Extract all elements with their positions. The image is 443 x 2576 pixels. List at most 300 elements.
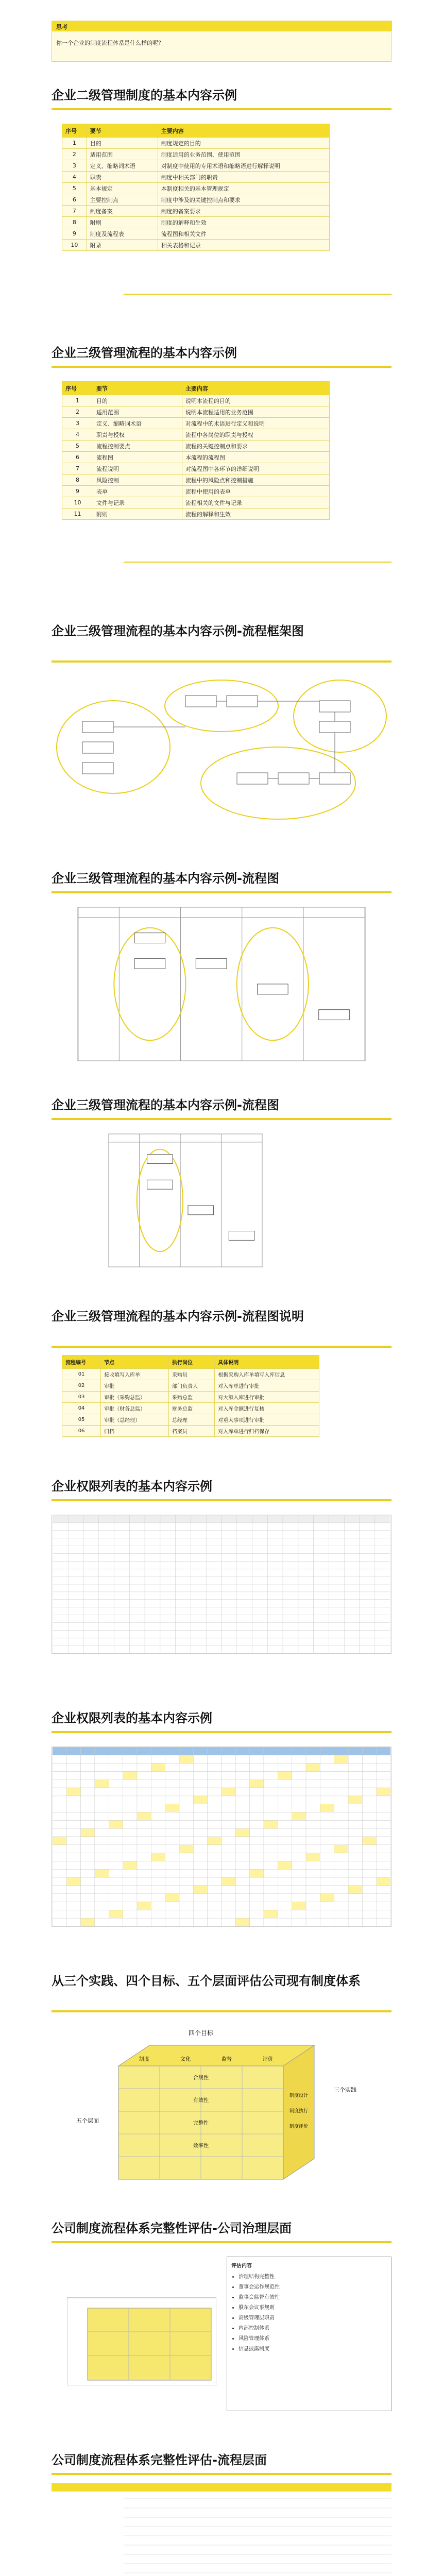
grid-cell	[264, 1910, 278, 1918]
grid-cell	[222, 1615, 237, 1623]
grid-cell	[360, 1515, 375, 1523]
grid-cell	[278, 1861, 292, 1869]
grid-cell	[123, 1869, 137, 1877]
grid-cell	[329, 1607, 344, 1615]
grid-cell	[99, 1538, 114, 1546]
grid-cell	[145, 1584, 160, 1592]
table-cell: 3	[62, 160, 87, 172]
grid-cell	[264, 1796, 278, 1804]
grid-cell	[237, 1607, 252, 1615]
grid-cell	[264, 1869, 278, 1877]
grid-cell	[362, 1902, 376, 1910]
grid-cell	[179, 1828, 193, 1837]
grid-cell	[68, 1531, 83, 1538]
grid-cell	[377, 1780, 390, 1788]
grid-cell	[95, 1845, 109, 1853]
grid-cell	[222, 1569, 237, 1577]
grid-cell	[145, 1523, 160, 1531]
grid-cell	[81, 1788, 95, 1796]
grid-cell	[151, 1828, 165, 1837]
grid-cell	[208, 1747, 222, 1755]
grid-cell	[109, 1804, 123, 1812]
grid-cell	[99, 1607, 114, 1615]
grid-cell	[137, 1812, 151, 1821]
table-cell: 02	[62, 1380, 101, 1392]
grid-cell	[109, 1886, 123, 1894]
table-cell: 适用范围	[93, 406, 182, 418]
table-header-bar	[52, 2483, 391, 2492]
grid-cell	[83, 1569, 99, 1577]
grid-cell	[329, 1600, 344, 1607]
grid-cell	[129, 1615, 145, 1623]
grid-cell	[329, 1561, 344, 1569]
grid-cell	[179, 1902, 193, 1910]
grid-cell	[222, 1918, 235, 1926]
grid-cell	[252, 1546, 268, 1554]
grid-cell	[292, 1861, 306, 1869]
grid-cell	[68, 1584, 83, 1592]
grid-cell	[278, 1869, 292, 1877]
grid-cell	[137, 1853, 151, 1861]
grid-cell	[329, 1630, 344, 1638]
grid-cell	[151, 1902, 165, 1910]
section-governance-level	[0, 2210, 443, 2442]
grid-cell	[206, 1622, 222, 1630]
grid-cell	[53, 1820, 66, 1828]
grid-cell	[306, 1771, 320, 1780]
grid-cell	[129, 1561, 145, 1569]
grid-cell	[68, 1592, 83, 1600]
grid-cell	[151, 1804, 165, 1812]
grid-cell	[344, 1638, 360, 1646]
grid-cell	[160, 1592, 176, 1600]
grid-cell	[129, 1584, 145, 1592]
grid-cell	[123, 1788, 137, 1796]
table-header: 序号	[62, 124, 87, 138]
grid-cell	[66, 1828, 80, 1837]
grid-cell	[360, 1546, 375, 1554]
grid-cell	[329, 1577, 344, 1584]
grid-cell	[320, 1796, 334, 1804]
grid-cell	[99, 1600, 114, 1607]
grid-cell	[83, 1523, 99, 1531]
grid-cell	[362, 1780, 376, 1788]
grid-cell	[314, 1546, 329, 1554]
section-title: 企业三级管理流程的基本内容示例-流程图	[52, 871, 279, 886]
grid-cell	[53, 1764, 66, 1772]
grid-cell	[151, 1845, 165, 1853]
table-cell: 05	[62, 1414, 101, 1426]
grid-cell	[344, 1600, 360, 1607]
grid-cell	[95, 1828, 109, 1837]
grid-cell	[53, 1747, 66, 1755]
grid-cell	[83, 1584, 99, 1592]
grid-cell	[208, 1918, 222, 1926]
grid-cell	[165, 1771, 179, 1780]
table-cell: 档案员	[168, 1426, 214, 1437]
grid-cell	[283, 1538, 298, 1546]
grid-cell	[68, 1622, 83, 1630]
grid-cell	[53, 1910, 66, 1918]
grid-cell	[344, 1561, 360, 1569]
grid-cell	[252, 1538, 268, 1546]
grid-cell	[68, 1646, 83, 1653]
section-3rd-level-process	[0, 335, 443, 613]
grid-cell	[123, 1894, 137, 1902]
grid-cell	[344, 1531, 360, 1538]
grid-cell	[129, 1577, 145, 1584]
grid-cell	[362, 1861, 376, 1869]
table-cell: 4	[62, 172, 87, 183]
table-row	[62, 240, 330, 251]
cube-front-row: 合规性	[193, 2075, 209, 2081]
grid-cell	[123, 1820, 137, 1828]
grid-cell	[264, 1788, 278, 1796]
grid-cell	[222, 1584, 237, 1592]
grid-cell	[264, 1820, 278, 1828]
grid-cell	[191, 1646, 206, 1653]
grid-cell	[176, 1553, 191, 1561]
grid-cell	[176, 1646, 191, 1653]
grid-cell	[235, 1820, 249, 1828]
grid-cell	[237, 1646, 252, 1653]
grid-cell	[377, 1812, 390, 1821]
table-cell: 目的	[93, 395, 182, 406]
grid-cell	[114, 1577, 130, 1584]
table-cell: 制度及流程表	[87, 228, 158, 240]
grid-cell	[160, 1622, 176, 1630]
table-header: 节点	[101, 1355, 169, 1369]
grid-cell	[53, 1886, 66, 1894]
grid-cell	[81, 1837, 95, 1845]
grid-cell	[264, 1771, 278, 1780]
grid-cell	[53, 1615, 68, 1623]
grid-cell	[334, 1820, 348, 1828]
title-underline	[52, 1118, 391, 1120]
grid-cell	[314, 1622, 329, 1630]
grid-cell	[109, 1845, 123, 1853]
grid-cell	[66, 1788, 80, 1796]
table-header: 主要内容	[182, 382, 329, 395]
grid-cell	[193, 1804, 207, 1812]
table-header: 执行岗位	[168, 1355, 214, 1369]
grid-cell	[191, 1600, 206, 1607]
grid-cell	[252, 1561, 268, 1569]
grid-cell	[237, 1546, 252, 1554]
grid-cell	[362, 1764, 376, 1772]
grid-cell	[320, 1771, 334, 1780]
grid-cell	[250, 1845, 264, 1853]
grid-cell	[68, 1638, 83, 1646]
grid-cell	[179, 1780, 193, 1788]
grid-cell	[66, 1910, 80, 1918]
table-cell: 9	[62, 228, 87, 240]
grid-cell	[283, 1553, 298, 1561]
table-header-row	[62, 1355, 319, 1369]
table-row	[62, 183, 330, 194]
grid-cell	[137, 1845, 151, 1853]
grid-cell	[222, 1877, 235, 1886]
grid-cell	[145, 1615, 160, 1623]
grid-cell	[206, 1584, 222, 1592]
grid-cell	[278, 1755, 292, 1764]
table-cell: 基本规定	[87, 183, 158, 194]
grid-cell	[191, 1531, 206, 1538]
grid-cell	[193, 1820, 207, 1828]
grid-cell	[222, 1538, 237, 1546]
grid-cell	[53, 1828, 66, 1837]
grid-cell	[375, 1523, 390, 1531]
grid-cell	[208, 1780, 222, 1788]
grid-cell	[237, 1600, 252, 1607]
grid-cell	[68, 1569, 83, 1577]
grid-cell	[66, 1877, 80, 1886]
grid-cell	[264, 1764, 278, 1772]
grid-cell	[83, 1638, 99, 1646]
grid-cell	[81, 1853, 95, 1861]
grid-cell	[191, 1622, 206, 1630]
table-row	[62, 463, 330, 474]
table-cell: 职责与授权	[93, 429, 182, 440]
grid-cell	[362, 1788, 376, 1796]
grid-cell	[193, 1771, 207, 1780]
grid-cell	[206, 1538, 222, 1546]
grid-cell	[179, 1877, 193, 1886]
grid-cell	[123, 1853, 137, 1861]
grid-cell	[344, 1622, 360, 1630]
table-cell: 5	[62, 440, 93, 452]
table-cell: 定义、缩略词术语	[87, 160, 158, 172]
grid-cell	[109, 1869, 123, 1877]
grid-cell	[53, 1894, 66, 1902]
grid-cell	[298, 1523, 314, 1531]
grid-cell	[250, 1910, 264, 1918]
grid-cell	[114, 1615, 130, 1623]
section-title: 公司制度流程体系完整性评估-流程层面	[52, 2453, 267, 2467]
grid-cell	[206, 1577, 222, 1584]
grid-cell	[292, 1837, 306, 1845]
grid-cell	[360, 1523, 375, 1531]
grid-cell	[298, 1553, 314, 1561]
grid-cell	[334, 1796, 348, 1804]
table-row	[62, 452, 330, 463]
grid-cell	[278, 1796, 292, 1804]
grid-cell	[237, 1584, 252, 1592]
grid-cell	[283, 1592, 298, 1600]
grid-cell	[95, 1910, 109, 1918]
grid-cell	[362, 1877, 376, 1886]
grid-cell	[53, 1845, 66, 1853]
section-process-flowchart-1	[0, 860, 443, 1077]
grid-cell	[222, 1820, 235, 1828]
grid-cell	[83, 1592, 99, 1600]
cube-front-row: 有效性	[193, 2098, 209, 2104]
table-header: 要节	[93, 382, 182, 395]
grid-cell	[81, 1877, 95, 1886]
grid-cell	[278, 1845, 292, 1853]
grid-cell	[66, 1804, 80, 1812]
grid-cell	[334, 1894, 348, 1902]
grid-cell	[267, 1538, 283, 1546]
table-cell: 接收填写入库单	[101, 1369, 169, 1380]
grid-cell	[292, 1902, 306, 1910]
table-cell: 4	[62, 429, 93, 440]
grid-cell	[252, 1646, 268, 1653]
grid-cell	[191, 1546, 206, 1554]
table-header-row	[62, 382, 330, 395]
table-cell: 7	[62, 206, 87, 217]
grid-cell	[68, 1600, 83, 1607]
grid-cell	[375, 1600, 390, 1607]
grid-cell	[129, 1600, 145, 1607]
table-cell: 审批（采购总监）	[101, 1392, 169, 1403]
grid-cell	[68, 1577, 83, 1584]
grid-cell	[151, 1812, 165, 1821]
grid-cell	[193, 1845, 207, 1853]
grid-cell	[206, 1523, 222, 1531]
grid-cell	[267, 1638, 283, 1646]
grid-cell	[206, 1531, 222, 1538]
grid-cell	[129, 1531, 145, 1538]
grid-cell	[278, 1804, 292, 1812]
grid-cell	[95, 1755, 109, 1764]
section-process-framework	[0, 613, 443, 860]
grid-cell	[320, 1780, 334, 1788]
grid-cell	[53, 1546, 68, 1554]
table-row	[62, 440, 330, 452]
table-cell: 审批（财务总监）	[101, 1403, 169, 1414]
list-item: • 董事会运作规范性	[238, 2282, 387, 2293]
table-cell: 对流程图中各环节的详细说明	[182, 463, 329, 474]
table-row	[62, 149, 330, 160]
title-underline	[52, 891, 391, 893]
grid-cell	[314, 1538, 329, 1546]
grid-cell	[145, 1531, 160, 1538]
grid-cell	[53, 1646, 68, 1653]
grid-cell	[53, 1531, 68, 1538]
grid-cell	[206, 1607, 222, 1615]
grid-cell	[252, 1553, 268, 1561]
grid-cell	[329, 1646, 344, 1653]
table-cell: 制度的备案要求	[158, 206, 329, 217]
list-item: • 高级管理层职责	[238, 2313, 387, 2324]
grid-cell	[191, 1607, 206, 1615]
grid-cell	[267, 1592, 283, 1600]
grid-cell	[306, 1894, 320, 1902]
grid-cell	[222, 1910, 235, 1918]
grid-cell	[362, 1771, 376, 1780]
grid-cell	[206, 1615, 222, 1623]
grid-cell	[123, 1910, 137, 1918]
grid-cell	[298, 1538, 314, 1546]
grid-cell	[250, 1804, 264, 1812]
grid-cell	[193, 1869, 207, 1877]
grid-cell	[348, 1861, 362, 1869]
grid-cell	[377, 1886, 390, 1894]
table-cell: 对入库单进行审批	[215, 1380, 319, 1392]
grid-cell	[320, 1902, 334, 1910]
table-cell: 本流程的流程图	[182, 452, 329, 463]
grid-cell	[375, 1546, 390, 1554]
grid-cell	[81, 1796, 95, 1804]
table-cell: 目的	[87, 138, 158, 149]
grid-cell	[193, 1788, 207, 1796]
grid-cell	[95, 1747, 109, 1755]
grid-cell	[222, 1812, 235, 1821]
table-cell: 流程的关键控制点和要求	[182, 440, 329, 452]
grid-cell	[298, 1592, 314, 1600]
grid-cell	[129, 1622, 145, 1630]
grid-cell	[222, 1764, 235, 1772]
grid-cell	[109, 1820, 123, 1828]
grid-cell	[208, 1771, 222, 1780]
grid-cell	[191, 1592, 206, 1600]
grid-cell	[237, 1638, 252, 1646]
grid-cell	[99, 1515, 114, 1523]
grid-cell	[83, 1553, 99, 1561]
grid-cell	[99, 1577, 114, 1584]
grid-cell	[193, 1877, 207, 1886]
list-item: • 监事会监督有效性	[238, 2293, 387, 2303]
table-row	[62, 429, 330, 440]
grid-cell	[165, 1918, 179, 1926]
grid-cell	[267, 1646, 283, 1653]
grid-cell	[306, 1796, 320, 1804]
table-cell: 1	[62, 138, 87, 149]
grid-cell	[165, 1861, 179, 1869]
cube-top-col: 监督	[222, 2057, 232, 2062]
grid-cell	[83, 1615, 99, 1623]
grid-cell	[191, 1569, 206, 1577]
grid-cell	[81, 1861, 95, 1869]
grid-cell	[137, 1796, 151, 1804]
table-row	[62, 497, 330, 509]
grid-cell	[129, 1607, 145, 1615]
grid-cell	[278, 1837, 292, 1845]
grid-cell	[264, 1853, 278, 1861]
grid-cell	[176, 1607, 191, 1615]
grid-cell	[252, 1531, 268, 1538]
grid-cell	[298, 1600, 314, 1607]
grid-cell	[298, 1561, 314, 1569]
grid-cell	[123, 1755, 137, 1764]
flowchart-diagram	[108, 1133, 263, 1267]
grid-cell	[53, 1902, 66, 1910]
table-cell: 制度备案	[87, 206, 158, 217]
grid-cell	[377, 1861, 390, 1869]
grid-cell	[267, 1622, 283, 1630]
table-cell: 风险控制	[93, 474, 182, 486]
grid-cell	[306, 1820, 320, 1828]
grid-cell	[348, 1869, 362, 1877]
table-cell: 根据采购入库单填写入库信息	[215, 1369, 319, 1380]
grid-cell	[360, 1538, 375, 1546]
table-header: 要节	[87, 124, 158, 138]
grid-cell	[160, 1630, 176, 1638]
grid-cell	[314, 1531, 329, 1538]
grid-cell	[320, 1812, 334, 1821]
grid-cell	[222, 1771, 235, 1780]
grid-cell	[377, 1902, 390, 1910]
grid-cell	[278, 1877, 292, 1886]
grid-cell	[278, 1886, 292, 1894]
permission-grid	[52, 1515, 391, 1654]
grid-cell	[348, 1747, 362, 1755]
grid-cell	[292, 1780, 306, 1788]
grid-cell	[235, 1828, 249, 1837]
grid-cell	[95, 1918, 109, 1926]
grid-cell	[123, 1764, 137, 1772]
